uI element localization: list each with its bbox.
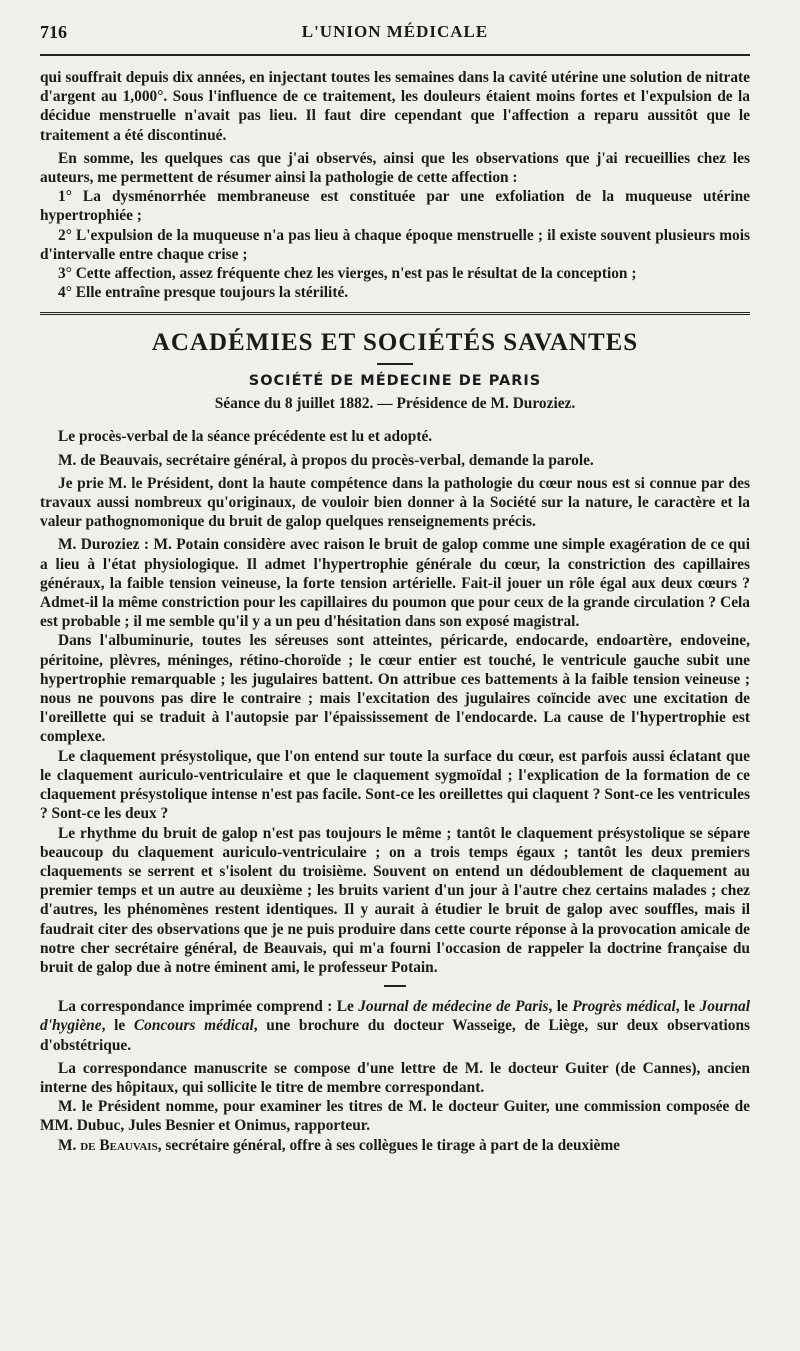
printed-lead: La correspondance imprimée comprend : Le xyxy=(58,998,359,1016)
printed-separator: , le xyxy=(101,1017,134,1035)
conclusion-item: 3° Cette affection, assez fréquente chez les vierges, n'est pas le résultat de la conception ; xyxy=(58,265,637,283)
journal-title: Journal d'hygiène xyxy=(40,998,751,1035)
final-line: , secrétaire général, offre à ses collègues le tirage à part de la deuxième xyxy=(157,1136,621,1154)
journal-title: Concours médical xyxy=(133,1017,254,1035)
conclusion-item: 2° L'expulsion de la muqueuse n'a pas lieu à chaque époque menstruelle ; il existe souvent plusieurs mois d'intervalle entre chaque crise ; xyxy=(40,226,750,263)
minutes-paragraph: M. de Beauvais, secrétaire général, à propos du procès-verbal, demande la parole. xyxy=(58,451,594,469)
conclusion-item: 4° Elle entraîne presque toujours la stérilité. xyxy=(58,284,349,302)
speaker-name: M. de Beauvais xyxy=(58,1136,158,1154)
minutes-paragraph: Je prie M. le Président, dont la haute compétence dans la pathologie du cœur nous est si connue par des travaux aussi nombreux qu'originaux, de vouloir bien donner à la Société sur la nature, le caractère et la valeur pathognomonique du bruit de galop quelques renseignements précis. xyxy=(40,474,750,531)
minutes-paragraph: Le procès-verbal de la séance précédente est lu et adopté. xyxy=(58,428,433,446)
printed-tail: , une brochure du docteur Wasseige, de Liège, sur deux observations d'obstétrique. xyxy=(40,1017,750,1054)
running-title: L'UNION MÉDICALE xyxy=(301,22,489,41)
manuscript-correspondence: La correspondance manuscrite se compose d'une lettre de M. le docteur Guiter (de Cannes), ancien interne des hôpitaux, qui sollicite le titre de membre correspondant. xyxy=(40,1059,750,1096)
separator-rule xyxy=(384,985,406,987)
society-name: SOCIÉTÉ DE MÉDECINE DE PARIS xyxy=(248,373,542,390)
section-rule xyxy=(40,312,750,315)
header-rule xyxy=(40,54,750,56)
page-number: 716 xyxy=(40,22,67,42)
final-paragraph xyxy=(40,1136,750,1155)
journal-title: Journal de médecine de Paris xyxy=(358,998,549,1016)
journal-title: Progrès médical xyxy=(572,998,676,1016)
section-title: ACADÉMIES ET SOCIÉTÉS SAVANTES xyxy=(151,329,639,357)
minutes-paragraph: M. Duroziez : M. Potain considère avec raison le bruit de galop comme une simple exagération de ce qui a lieu à l'état physiologique. Il admet l'hypertrophie générale du cœur, la constriction des capillaires généraux, la faible tension veineuse, la forte tension artérielle. Fait-il jouer un rôle égal aux deux cœurs ? Admet-il la même constriction pour les capillaires du poumon que pour ceux de la grande circulation ? Cela est probable ; il me semble qu'il y a un peu d'hésitation dans son exposé magistral. xyxy=(40,536,750,631)
commission-paragraph: M. le Président nomme, pour examiner les titres de M. le docteur Guiter, une commission composée de MM. Dubuc, Jules Besnier et Onimus, rapporteur. xyxy=(40,1098,750,1135)
minutes-paragraph: Le claquement présystolique, que l'on entend sur toute la surface du cœur, est parfois aussi éclatant que le claquement auriculo-ventriculaire et que le claquement sygmoïdal ; l'explication de la formation de ce claquement présystolique intense n'est pas facile. Sont-ce les oreillettes qui claquent ? Sont-ce les ventricules ? Sont-ce les deux ? xyxy=(40,747,750,823)
printed-separator: , le xyxy=(548,998,573,1016)
printed-correspondence xyxy=(40,997,750,1055)
printed-separator: , le xyxy=(675,998,700,1016)
intro-paragraph: qui souffrait depuis dix années, en injectant toutes les semaines dans la cavité utérine une solution de nitrate d'argent au 1,000°. Sous l'influence de ce traitement, les douleurs étaient moins fortes et l'expulsion de la décidue menstruelle n'avait pas lieu. Il faut dire cependant que l'affection a reparu aussitôt que le traitement a été discontinué. xyxy=(40,69,750,144)
conclusion-item: 1° La dysménorrhée membraneuse est constituée par une exfoliation de la muqueuse utérine hypertrophiée ; xyxy=(40,188,750,225)
title-rule xyxy=(377,363,413,365)
minutes-paragraph: Dans l'albuminurie, toutes les séreuses sont atteintes, péricarde, endocarde, endoartère, endoveine, péritoine, plèvres, méninges, rétino-choroïde ; le cœur entier est touché, le ventricule gauche subit une hypertrophie remarquable ; les jugulaires battent. On attribue ces battements à la faible tension veineuse ; nous ne pouvons pas dire le contraire ; mais l'excitation des jugulaires coïncide avec une excitation de l'oreillette qui se traduit à l'autopsie par l'épaississement de l'endocarde. La cause de l'hypertrophie est complexe. xyxy=(40,632,750,746)
page-header xyxy=(40,20,750,50)
session-line: Séance du 8 juillet 1882. — Présidence de M. Duroziez. xyxy=(214,395,576,413)
intro-paragraph: En somme, les quelques cas que j'ai observés, ainsi que les observations que j'ai recueillies chez les auteurs, me permettent de résumer ainsi la pathologie de cette affection : xyxy=(40,149,750,187)
minutes-paragraph: Le rhythme du bruit de galop n'est pas toujours le même ; tantôt le claquement présystolique se sépare beaucoup du claquement auriculo-ventriculaire ; on a trois temps égaux ; tantôt les deux premiers claquements se serrent et s'isolent du troisième. Souvent on entend un dédoublement de claquement au premier temps et un autre au deuxième ; les bruits varient d'un jour à l'autre chez certains malades ; chez d'autres, les phénomènes restent identiques. Il y aurait à étudier le bruit de galop avec souffles, mais il faudrait citer des observations que je ne puis produire dans cette courte réponse à la provocation amicale de notre cher secrétaire général, de Beauvais, qui m'a fourni l'occasion de rappeler la doctrine française du bruit de galop due à notre éminent ami, le professeur Potain. xyxy=(40,824,750,976)
